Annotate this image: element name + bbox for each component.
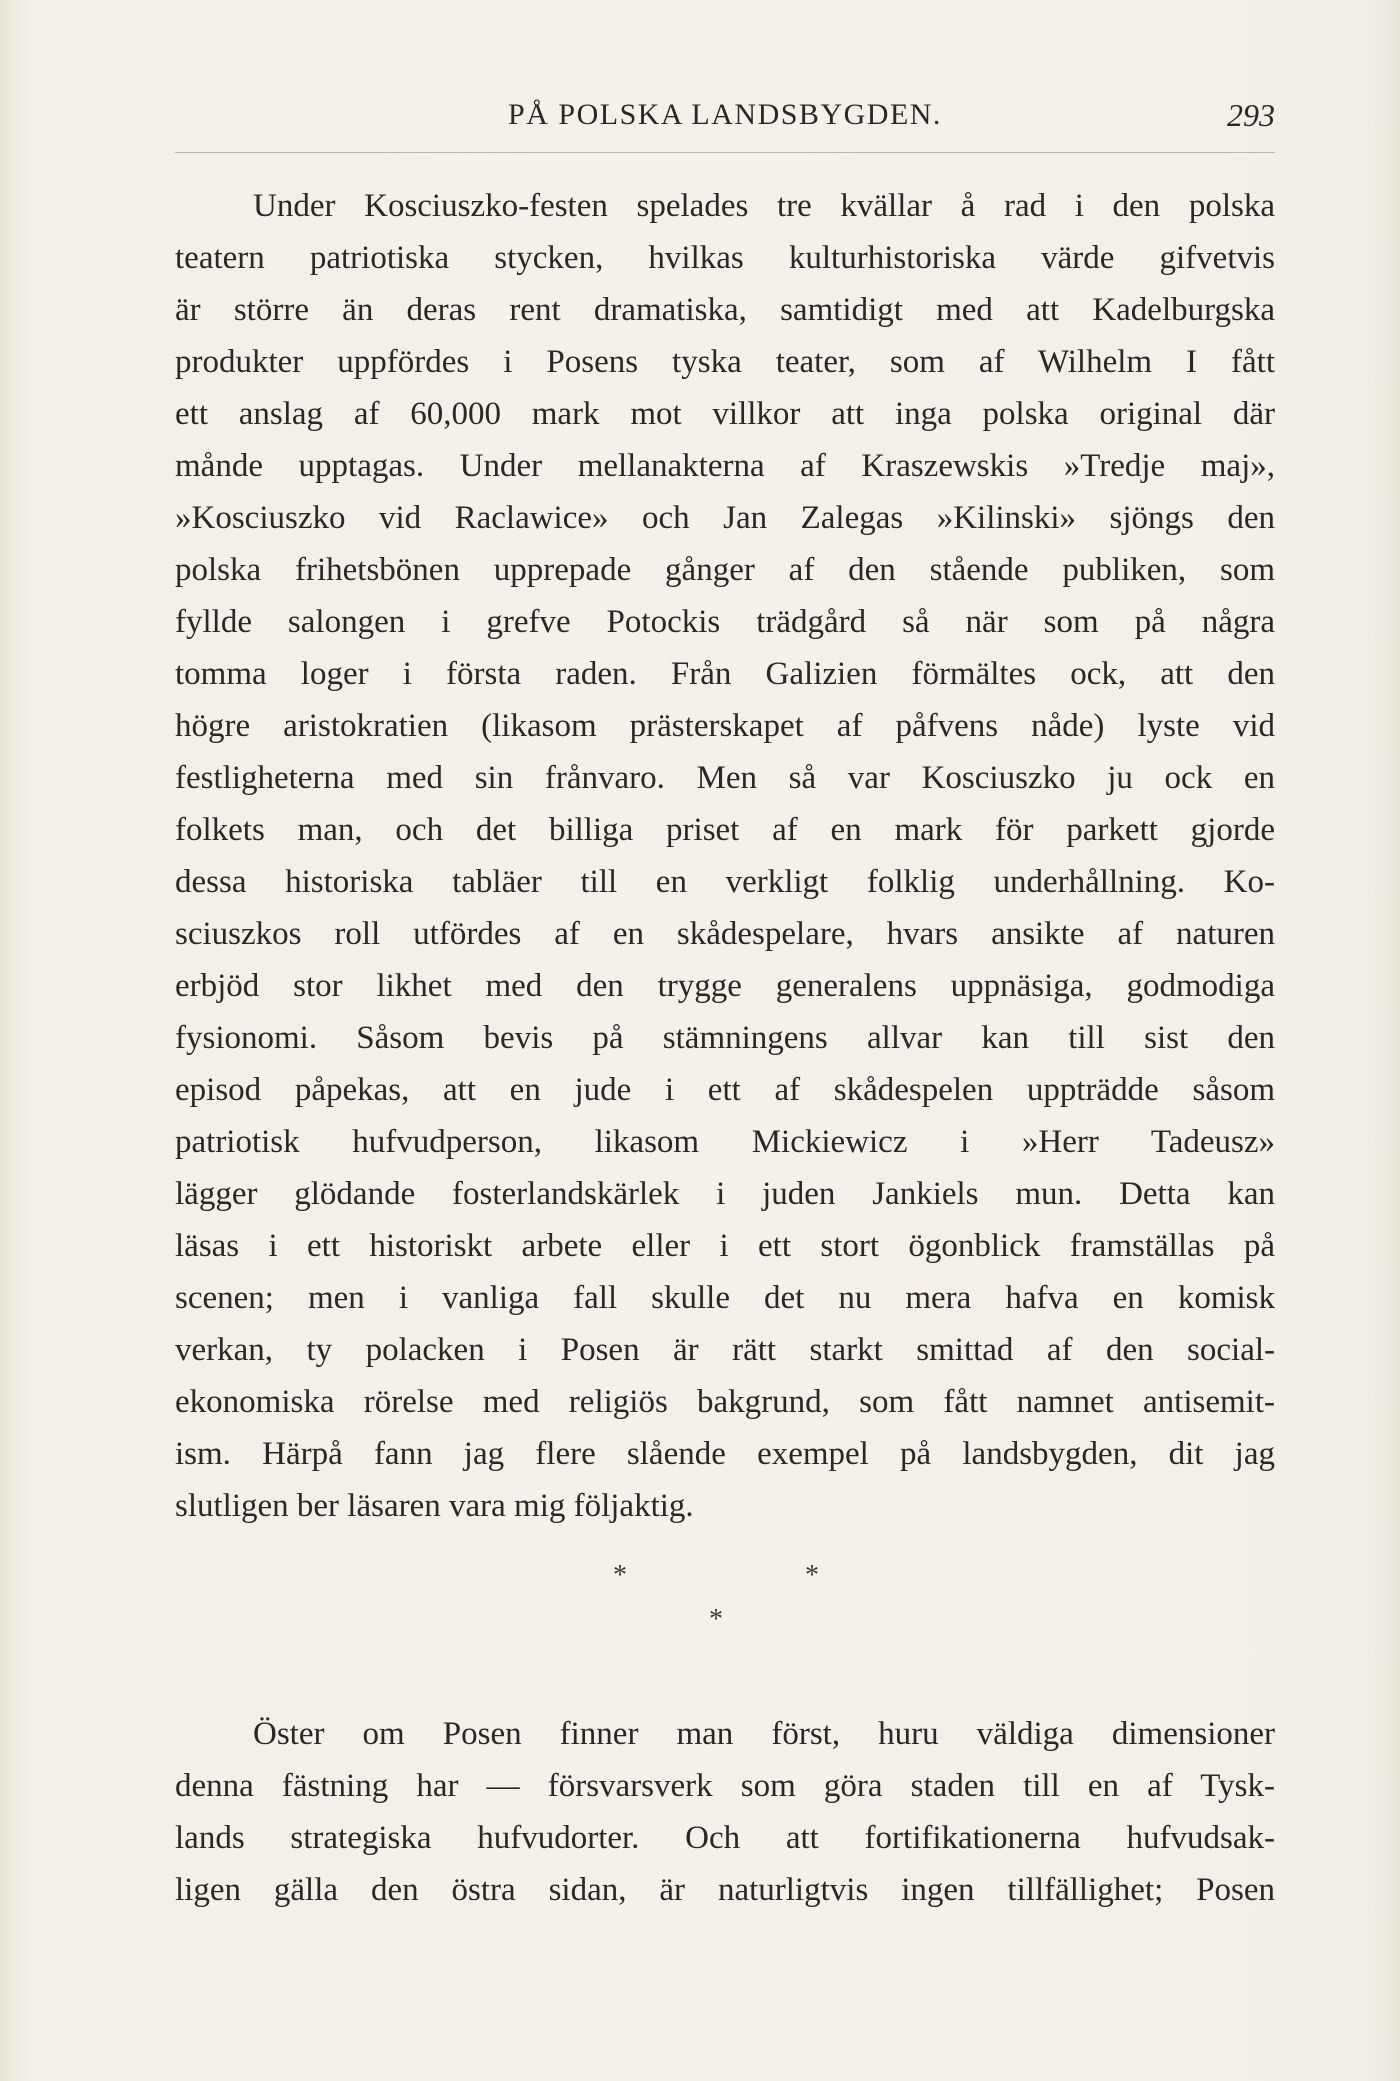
text-line: festligheterna med sin frånvaro. Men så var Kosciuszko ju ock en [175, 760, 1275, 796]
text-line: högre aristokratien (likasom prästerskapet af påfvens nåde) lyste vid [175, 708, 1275, 744]
asterisk-mark: * [613, 1560, 627, 1591]
text-line: erbjöd stor likhet med den trygge generalens uppnäsiga, godmodiga [175, 968, 1275, 1004]
paragraph-kosciuszko-festival [175, 180, 1275, 1532]
text-line: slutligen ber läsaren vara mig följaktig. [175, 1488, 694, 1524]
text-line: patriotisk hufvudperson, likasom Mickiewicz i »Herr Tadeusz» [175, 1124, 1275, 1160]
text-line: Öster om Posen finner man först, huru väldiga dimensioner [253, 1716, 1275, 1752]
text-line: läsas i ett historiskt arbete eller i ett stort ögonblick framställas på [175, 1228, 1275, 1264]
text-line: teatern patriotiska stycken, hvilkas kulturhistoriska värde gifvetvis [175, 240, 1275, 276]
running-head [175, 95, 1275, 135]
text-line: folkets man, och det billiga priset af en mark för parkett gjorde [175, 812, 1275, 848]
text-line: ekonomiska rörelse med religiös bakgrund, som fått namnet antisemit- [175, 1384, 1275, 1420]
text-line: episod påpekas, att en jude i ett af skådespelen uppträdde såsom [175, 1072, 1275, 1108]
paragraph-east-of-posen [175, 1708, 1275, 1916]
text-line: ligen gälla den östra sidan, är naturligtvis ingen tillfällighet; Posen [175, 1872, 1275, 1908]
text-line: sciuszkos roll utfördes af en skådespelare, hvars ansikte af naturen [175, 916, 1275, 952]
text-line: produkter uppfördes i Posens tyska teater, som af Wilhelm I fått [175, 344, 1275, 380]
text-line: lägger glödande fosterlandskärlek i juden Jankiels mun. Detta kan [175, 1176, 1275, 1212]
page-number: 293 [1227, 97, 1275, 133]
text-line: polska frihetsbönen upprepade gånger af den stående publiken, som [175, 552, 1275, 588]
text-line: lands strategiska hufvudorter. Och att fortifikationerna hufvudsak- [175, 1820, 1275, 1856]
header-rule [175, 152, 1275, 153]
text-line: ett anslag af 60,000 mark mot villkor att inga polska original där [175, 396, 1275, 432]
text-line: månde upptagas. Under mellanakterna af Kraszewskis »Tredje maj», [175, 448, 1275, 484]
text-line: fyllde salongen i grefve Potockis trädgård så när som på några [175, 604, 1275, 640]
running-title: PÅ POLSKA LANDSBYGDEN. [508, 98, 942, 131]
text-line: Under Kosciuszko-festen spelades tre kvällar å rad i den polska [253, 188, 1275, 224]
text-line: verkan, ty polacken i Posen är rätt starkt smittad af den social- [175, 1332, 1275, 1368]
text-line: »Kosciuszko vid Raclawice» och Jan Zalegas »Kilinski» sjöngs den [175, 500, 1275, 536]
text-line: ism. Härpå fann jag flere slående exempel på landsbygden, dit jag [175, 1436, 1275, 1472]
section-separator [175, 1560, 1275, 1660]
text-line: fysionomi. Såsom bevis på stämningens allvar kan till sist den [175, 1020, 1275, 1056]
asterisk-mark: * [805, 1560, 819, 1591]
text-line: denna fästning har — försvarsverk som göra staden till en af Tysk- [175, 1768, 1275, 1804]
text-line: är större än deras rent dramatiska, samtidigt med att Kadelburgska [175, 292, 1275, 328]
text-line: tomma loger i första raden. Från Galizien förmältes ock, att den [175, 656, 1275, 692]
text-line: scenen; men i vanliga fall skulle det nu mera hafva en komisk [175, 1280, 1275, 1316]
text-line: dessa historiska tabläer till en verkligt folklig underhållning. Ko- [175, 864, 1275, 900]
asterisk-mark: * [709, 1604, 723, 1635]
